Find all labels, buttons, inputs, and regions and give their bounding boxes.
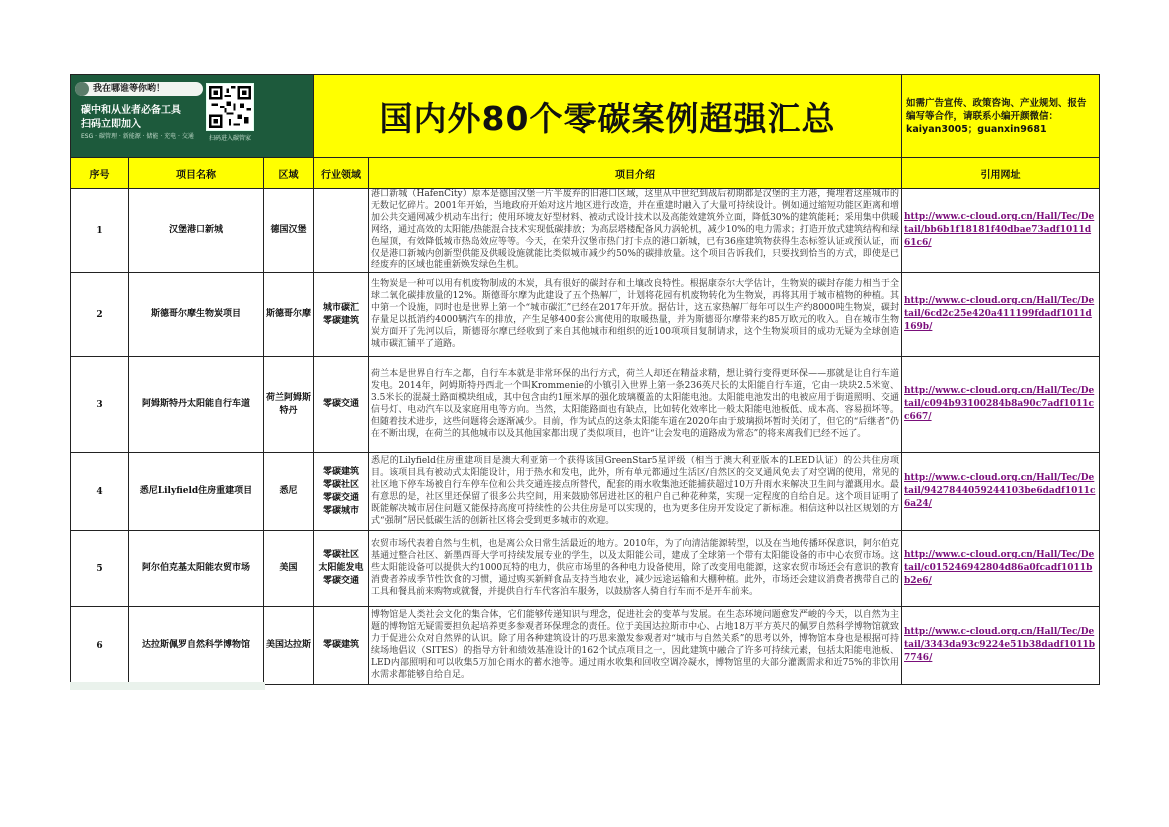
row-url-link[interactable]: http://www.c-cloud.org.cn/Hall/Tec/Detail/6cd2c25e420a411199fdadf1011d169b/ [904, 296, 1095, 333]
row-region: 美国 [264, 531, 314, 607]
row-url-link[interactable]: http://www.c-cloud.org.cn/Hall/Tec/Detail/3343da93c9224e51b38dadf1011b7746/ [904, 627, 1096, 664]
row-url-link[interactable]: http://www.c-cloud.org.cn/Hall/Tec/Detail/c015246942804d86a0fcadf1011bb2e6/ [904, 550, 1095, 587]
row-field: 零碳交通 [314, 357, 369, 453]
sheet-fade-strip [70, 682, 265, 690]
table-row [71, 453, 1100, 531]
table-row [71, 607, 1100, 685]
col-header-desc: 项目介绍 [369, 158, 902, 189]
row-no: 1 [71, 189, 129, 273]
table-row [71, 357, 1100, 453]
col-header-field: 行业领域 [314, 158, 369, 189]
row-name: 汉堡港口新城 [129, 189, 264, 273]
ad-small-text: ESG · 碳管理 · 新能源 · 储能 · 充电 · 交通 [81, 133, 194, 140]
col-header-name: 项目名称 [129, 158, 264, 189]
row-name: 悉尼Lilyfield住房重建项目 [129, 453, 264, 531]
row-region: 荷兰阿姆斯特丹 [264, 357, 314, 453]
row-desc: 荷兰本是世界自行车之都，自行车本就是非常环保的出行方式，荷兰人却还在精益求精，想让骑行变得更环保——那就是让自行车道发电。2014年，阿姆斯特丹西北一个叫Krommenie的小镇引入世界上第一条236英尺长的太阳能自行车道，它由一块块2.5米宽、3.5米长的混凝土路面模块组成，其中包含由约1厘米厚的强化玻璃覆盖的太阳能电池。太阳能电池发出的电被应用于街道照明、交通信号灯、电动汽车以及家庭用电等方向。当然，太阳能路面也有缺点，比如转化效率比一般太阳能电池板低、成本高、容易损坏等。但随着技术进步，这些问题将会逐渐减少。目前，作为试点的这条太阳能车道在2020年由于玻璃损坏暂时关闭了，但它的“后继者”仍在不断出现，在荷兰的其他城市以及其他国家都出现了类似项目，也许“让会发电的道路成为常态”的将来离我们已经不远了。 [369, 357, 902, 453]
row-name: 达拉斯佩罗自然科学博物馆 [129, 607, 264, 685]
case-table [70, 74, 1100, 685]
avatar [75, 82, 89, 96]
row-field: 城市碳汇 零碳建筑 [314, 273, 369, 357]
row-field: 零碳社区 太阳能发电 零碳交通 [314, 531, 369, 607]
row-region: 德国汉堡 [264, 189, 314, 273]
row-desc: 博物馆是人类社会文化的集合体，它们能够传递知识与理念，促进社会的变革与发展。在生态环境问题愈发严峻的今天，以自然为主题的博物馆无疑需要担负起培养更多参观者环保理念的责任。位于美国达拉斯市中心、占地18万平方英尺的佩罗自然科学博物馆就致力于促进公众对自然界的认识。除了用各种建筑设计的巧思来激发参观者对“城市与自然关系”的思考以外，博物馆本身也是根据可持续场地倡议（SITES）的指导方针和绩效基准设计的162个试点项目之一，因此建筑中融合了许多可持续元素，包括太阳能电池板、LED内部照明和可以收集5万加仑雨水的蓄水池等。通过雨水收集和回收空调冷凝水，博物馆里的大部分灌溉需求和近75%的非饮用水需求都能够自给自足。 [369, 607, 902, 685]
row-name: 阿姆斯特丹太阳能自行车道 [129, 357, 264, 453]
qr-label: 扫码进入碳管家 [208, 135, 251, 142]
spreadsheet [70, 74, 1099, 685]
ad-top-text: 我在哪谁等你哟！ [93, 84, 166, 94]
ad-line-2: 扫码立即加入 [81, 119, 141, 130]
row-no: 2 [71, 273, 129, 357]
col-header-url: 引用网址 [902, 158, 1100, 189]
row-no: 5 [71, 531, 129, 607]
row-region: 美国达拉斯 [264, 607, 314, 685]
banner-row [71, 75, 1100, 158]
row-no: 6 [71, 607, 129, 685]
row-no: 3 [71, 357, 129, 453]
col-header-no: 序号 [71, 158, 129, 189]
row-field [314, 189, 369, 273]
ad-line-1: 碳中和从业者必备工具 [81, 105, 181, 116]
row-desc: 农贸市场代表着自然与生机，也是离公众日常生活最近的地方。2010年，为了向清洁能源转型，以及在当地传播环保意识，阿尔伯克基通过整合社区、新墨西哥大学可持续发展专业的学生，以及太阳能公司，建成了全球第一个带有太阳能设备的市中心农贸市场。这些太阳能设备可以提供大约1000瓦特的电力，供应市场里的各种电力设备使用，除了改变用电能源，这家农贸市场还会有意识的教育消费者养成季节性饮食的习惯，通过购买新鲜食品支持当地农业，减少远途运输和大棚种植。此外，市场还会建议消费者携带自己的工具和餐具前来购物或就餐，并提供自行车代客泊车服务，以鼓励客人骑自行车而不是开车前来。 [369, 531, 902, 607]
contact-note: 如需广告宣传、政策咨询、产业规划、报告编写等合作，请联系小编开颜微信：kaiyan3005；guanxin9681 [902, 75, 1100, 158]
row-region: 悉尼 [264, 453, 314, 531]
row-name: 斯德哥尔摩生物炭项目 [129, 273, 264, 357]
ad-top-bubble [75, 82, 203, 96]
row-desc: 港口新城（HafenCity）原本是德国汉堡一片半废弃的旧港口区域，这里从中世纪到战后初期都是汉堡的主力港，掩埋着这座城市的无数记忆碎片。2001年开始，当地政府开始对这片地区进行改造，并在重建时融入了大量可持续设计。例如通过缩短功能区距离和增加公共交通网减少机动车出行；使用环境友好型材料、被动式设计技术以及高能效建筑外立面，降低30%的建筑能耗；采用集中供暖网络，通过高效的太阳能/热能混合技术实现低碳排放；为高层塔楼配备风力涡轮机，减少10%的电力需求；打造开放式建筑结构和绿色屋顶，有效降低城市热岛效应等等。今天，在荣升汉堡市热门打卡点的港口新城，已有36座建筑物获得生态标签认证或预认证，而仅是港口新城内创新型供能及供暖设施就能比类似城市减少约50%的碳排放量。这个项目告诉我们，只要找到恰当的方式，即使是已经废弃的区域也能重新焕发绿色生机。 [369, 189, 902, 273]
ad-banner[interactable] [71, 75, 314, 158]
row-url-link[interactable]: http://www.c-cloud.org.cn/Hall/Tec/Detail/9427844059244103be6dadf1011c6a24/ [904, 473, 1096, 510]
col-header-region: 区域 [264, 158, 314, 189]
table-row [71, 189, 1100, 273]
row-field: 零碳建筑 零碳社区 零碳交通 零碳城市 [314, 453, 369, 531]
row-desc: 悉尼的Lilyfield住房重建项目是澳大利亚第一个获得该国GreenStar5星评级（相当于澳大利亚版本的LEED认证）的公共住房项目。该项目具有被动式太阳能设计，用于热水和发电，此外，所有单元都通过生活区/自然区的交叉通风免去了对空调的使用，常见的社区地下停车场被自行车停车位和公共交通连接点所替代，配套的雨水收集池还能捕获超过10万升雨水来解决卫生间与灌溉用水。最有意思的是，社区里还保留了很多公共空间，用来鼓励邻居进社区的租户自己种花种菜，实现一定程度的自给自足。这个项目证明了既能解决城市居住问题又能保持高度可持续性的公共住房是可以实现的，也为更多住房开发设定了新标准。相信这种以社区规划的方式“强制”居民低碳生活的创新社区将会受到更多城市的欢迎。 [369, 453, 902, 531]
row-no: 4 [71, 453, 129, 531]
page-title: 国内外80个零碳案例超强汇总 [314, 75, 902, 158]
qr-code-icon[interactable] [206, 83, 254, 131]
table-row [71, 273, 1100, 357]
row-desc: 生物炭是一种可以用有机废物制成的木炭，具有很好的碳封存和土壤改良特性。根据康奈尔大学估计，生物炭的碳封存能力相当于全球二氧化碳排放量的12%。斯德哥尔摩为此建设了五个热解厂，计划将花园有机废物转化为生物炭，再将其用于城市植物的种植。其中第一个设施，同时也是世界上第一个“城市碳汇”已经在2017年开放。据估计，这五家热解厂每年可以生产约8000吨生物炭，碳封存量足以抵消约4000辆汽车的排放，产生足够400套公寓使用的取暖热量，并为斯德哥尔摩带来约85万欧元的收入。自在城市生物炭方面开了先河以后，斯德哥尔摩已经收到了来自其他城市和组织的近100项项目复制请求，这个生物炭项目的成功无疑为全球创造城市碳汇铺平了道路。 [369, 273, 902, 357]
header-row [71, 158, 1100, 189]
row-region: 斯德哥尔摩 [264, 273, 314, 357]
row-field: 零碳建筑 [314, 607, 369, 685]
table-row [71, 531, 1100, 607]
row-name: 阿尔伯克基太阳能农贸市场 [129, 531, 264, 607]
row-url-link[interactable]: http://www.c-cloud.org.cn/Hall/Tec/Detail/bb6b1f18181f40dbae73adf1011d61c6/ [904, 212, 1095, 249]
row-url-link[interactable]: http://www.c-cloud.org.cn/Hall/Tec/Detail/c094b93100284b8a90c7adf1011cc667/ [904, 386, 1095, 423]
